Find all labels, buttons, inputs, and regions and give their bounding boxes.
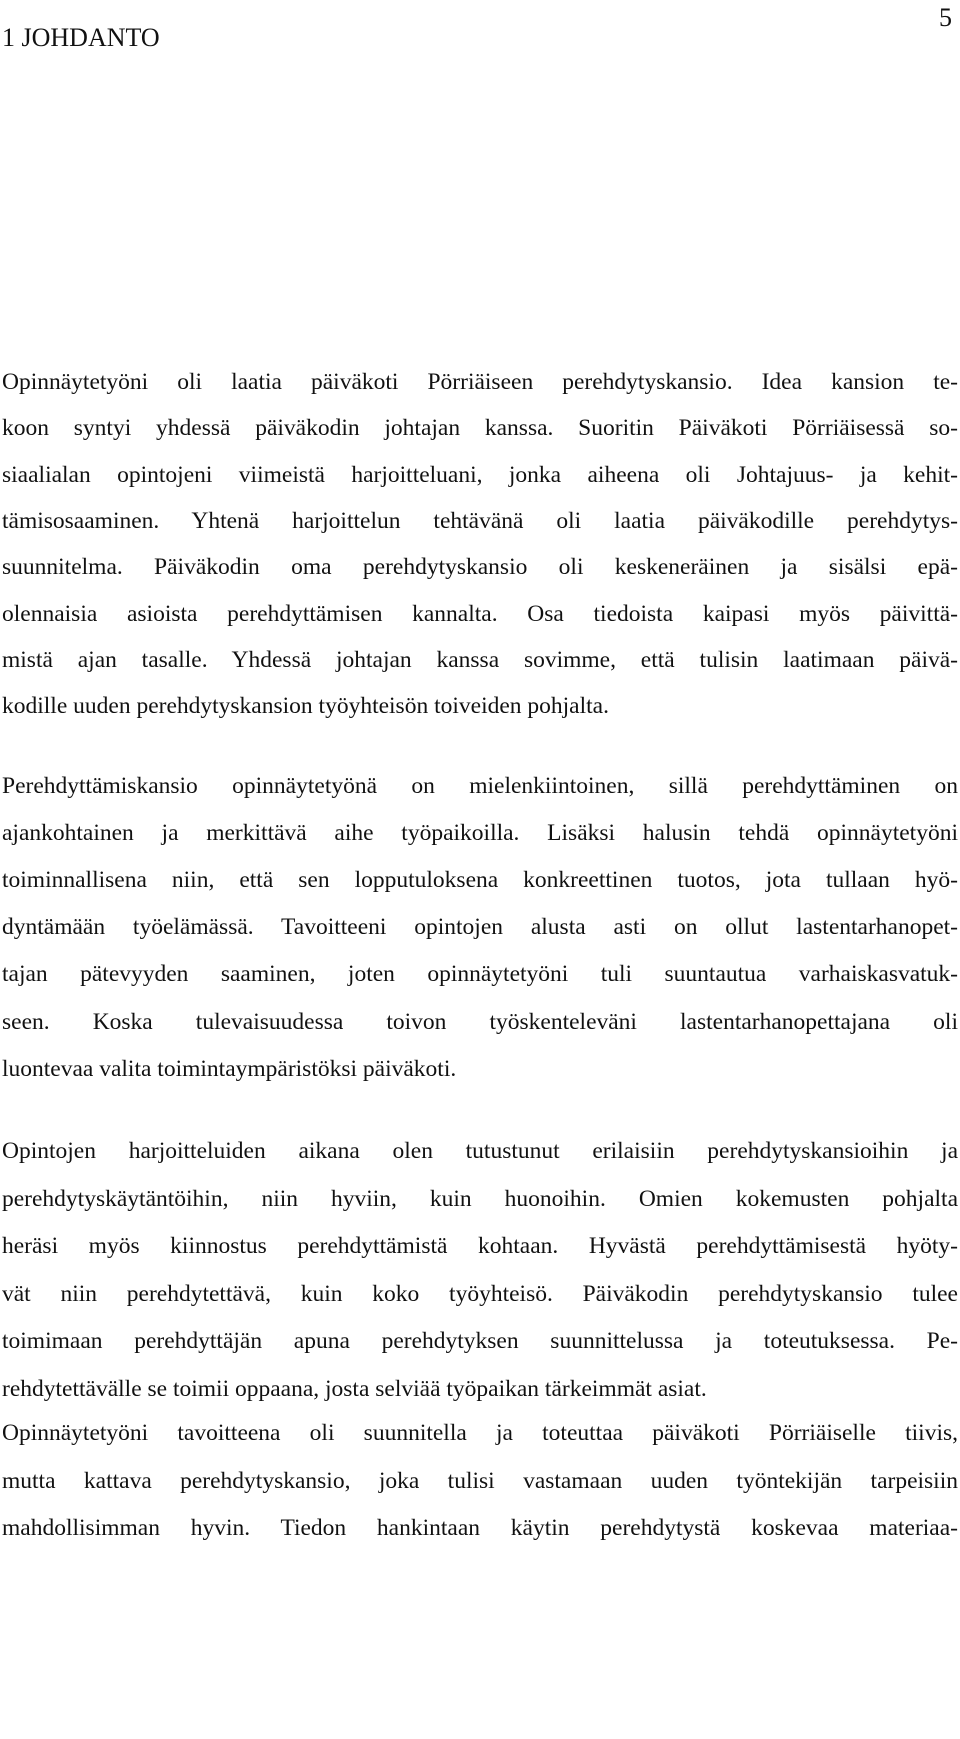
paragraph-line: mahdollisimman hyvin. Tiedon hankintaan käytin perehdytystä koskevaa materiaa-	[2, 1515, 958, 1541]
paragraph-line: Opinnäytetyöni oli laatia päiväkoti Pörriäiseen perehdytyskansio. Idea kansion te-	[2, 369, 958, 395]
paragraph-line: olennaisia asioista perehdyttämisen kannalta. Osa tiedoista kaipasi myös päivittä-	[2, 600, 958, 627]
paragraph-line: toiminnallisena niin, että sen lopputuloksena konkreettinen tuotos, jota tullaan hyö-	[2, 867, 958, 894]
paragraph-line: dyntämään työelämässä. Tavoitteeni opintojen alusta asti on ollut lastentarhanopet-	[2, 914, 958, 941]
paragraph-line: rehdytettävälle se toimii oppaana, josta selviää työpaikan tärkeimmät asiat.	[2, 1376, 707, 1402]
paragraph-line: toimimaan perehdyttäjän apuna perehdytyksen suunnittelussa ja toteutuksessa. Pe-	[2, 1328, 958, 1355]
paragraph-line: Perehdyttämiskansio opinnäytetyönä on mielenkiintoinen, sillä perehdyttäminen on	[2, 773, 958, 799]
paragraph-line: seen. Koska tulevaisuudessa toivon työskenteleväni lastentarhanopettajana oli	[2, 1008, 958, 1035]
paragraph-line: perehdytyskäytäntöihin, niin hyviin, kuin huonoihin. Omien kokemusten pohjalta	[2, 1185, 958, 1212]
paragraph-line: koon syntyi yhdessä päiväkodin johtajan kanssa. Suoritin Päiväkoti Pörriäisessä so-	[2, 415, 958, 442]
paragraph-line: siaalialan opintojeni viimeistä harjoitteluani, jonka aiheena oli Johtajuus- ja kehit-	[2, 461, 958, 488]
paragraph-line: mistä ajan tasalle. Yhdessä johtajan kanssa sovimme, että tulisin laatimaan päivä-	[2, 646, 958, 673]
paragraph-line: tajan pätevyyden saaminen, joten opinnäytetyöni tuli suuntautua varhaiskasvatuk-	[2, 961, 958, 988]
paragraph-line: Opinnäytetyöni tavoitteena oli suunnitella ja toteuttaa päiväkoti Pörriäiselle tiivis,	[2, 1420, 958, 1446]
section-heading: 1 JOHDANTO	[2, 23, 160, 52]
paragraph-line: vät niin perehdytettävä, kuin koko työyhteisö. Päiväkodin perehdytyskansio tulee	[2, 1280, 958, 1307]
paragraph-line: tämisosaaminen. Yhtenä harjoittelun tehtävänä oli laatia päiväkodille perehdytys-	[2, 507, 958, 534]
paragraph-line: Opintojen harjoitteluiden aikana olen tutustunut erilaisiin perehdytyskansioihin ja	[2, 1138, 958, 1164]
paragraph-line: luontevaa valita toimintaympäristöksi päiväkoti.	[2, 1055, 457, 1082]
paragraph-line: suunnitelma. Päiväkodin oma perehdytyskansio oli keskeneräinen ja sisälsi epä-	[2, 554, 958, 581]
paragraph-line: mutta kattava perehdytyskansio, joka tulisi vastamaan uuden työntekijän tarpeisiin	[2, 1467, 958, 1494]
paragraph-line: ajankohtainen ja merkittävä aihe työpaikoilla. Lisäksi halusin tehdä opinnäytetyöni	[2, 820, 958, 847]
page-number: 5	[939, 3, 952, 32]
paragraph-line: heräsi myös kiinnostus perehdyttämistä kohtaan. Hyvästä perehdyttämisestä hyöty-	[2, 1233, 958, 1260]
paragraph-line: kodille uuden perehdytyskansion työyhteisön toiveiden pohjalta.	[2, 693, 609, 720]
